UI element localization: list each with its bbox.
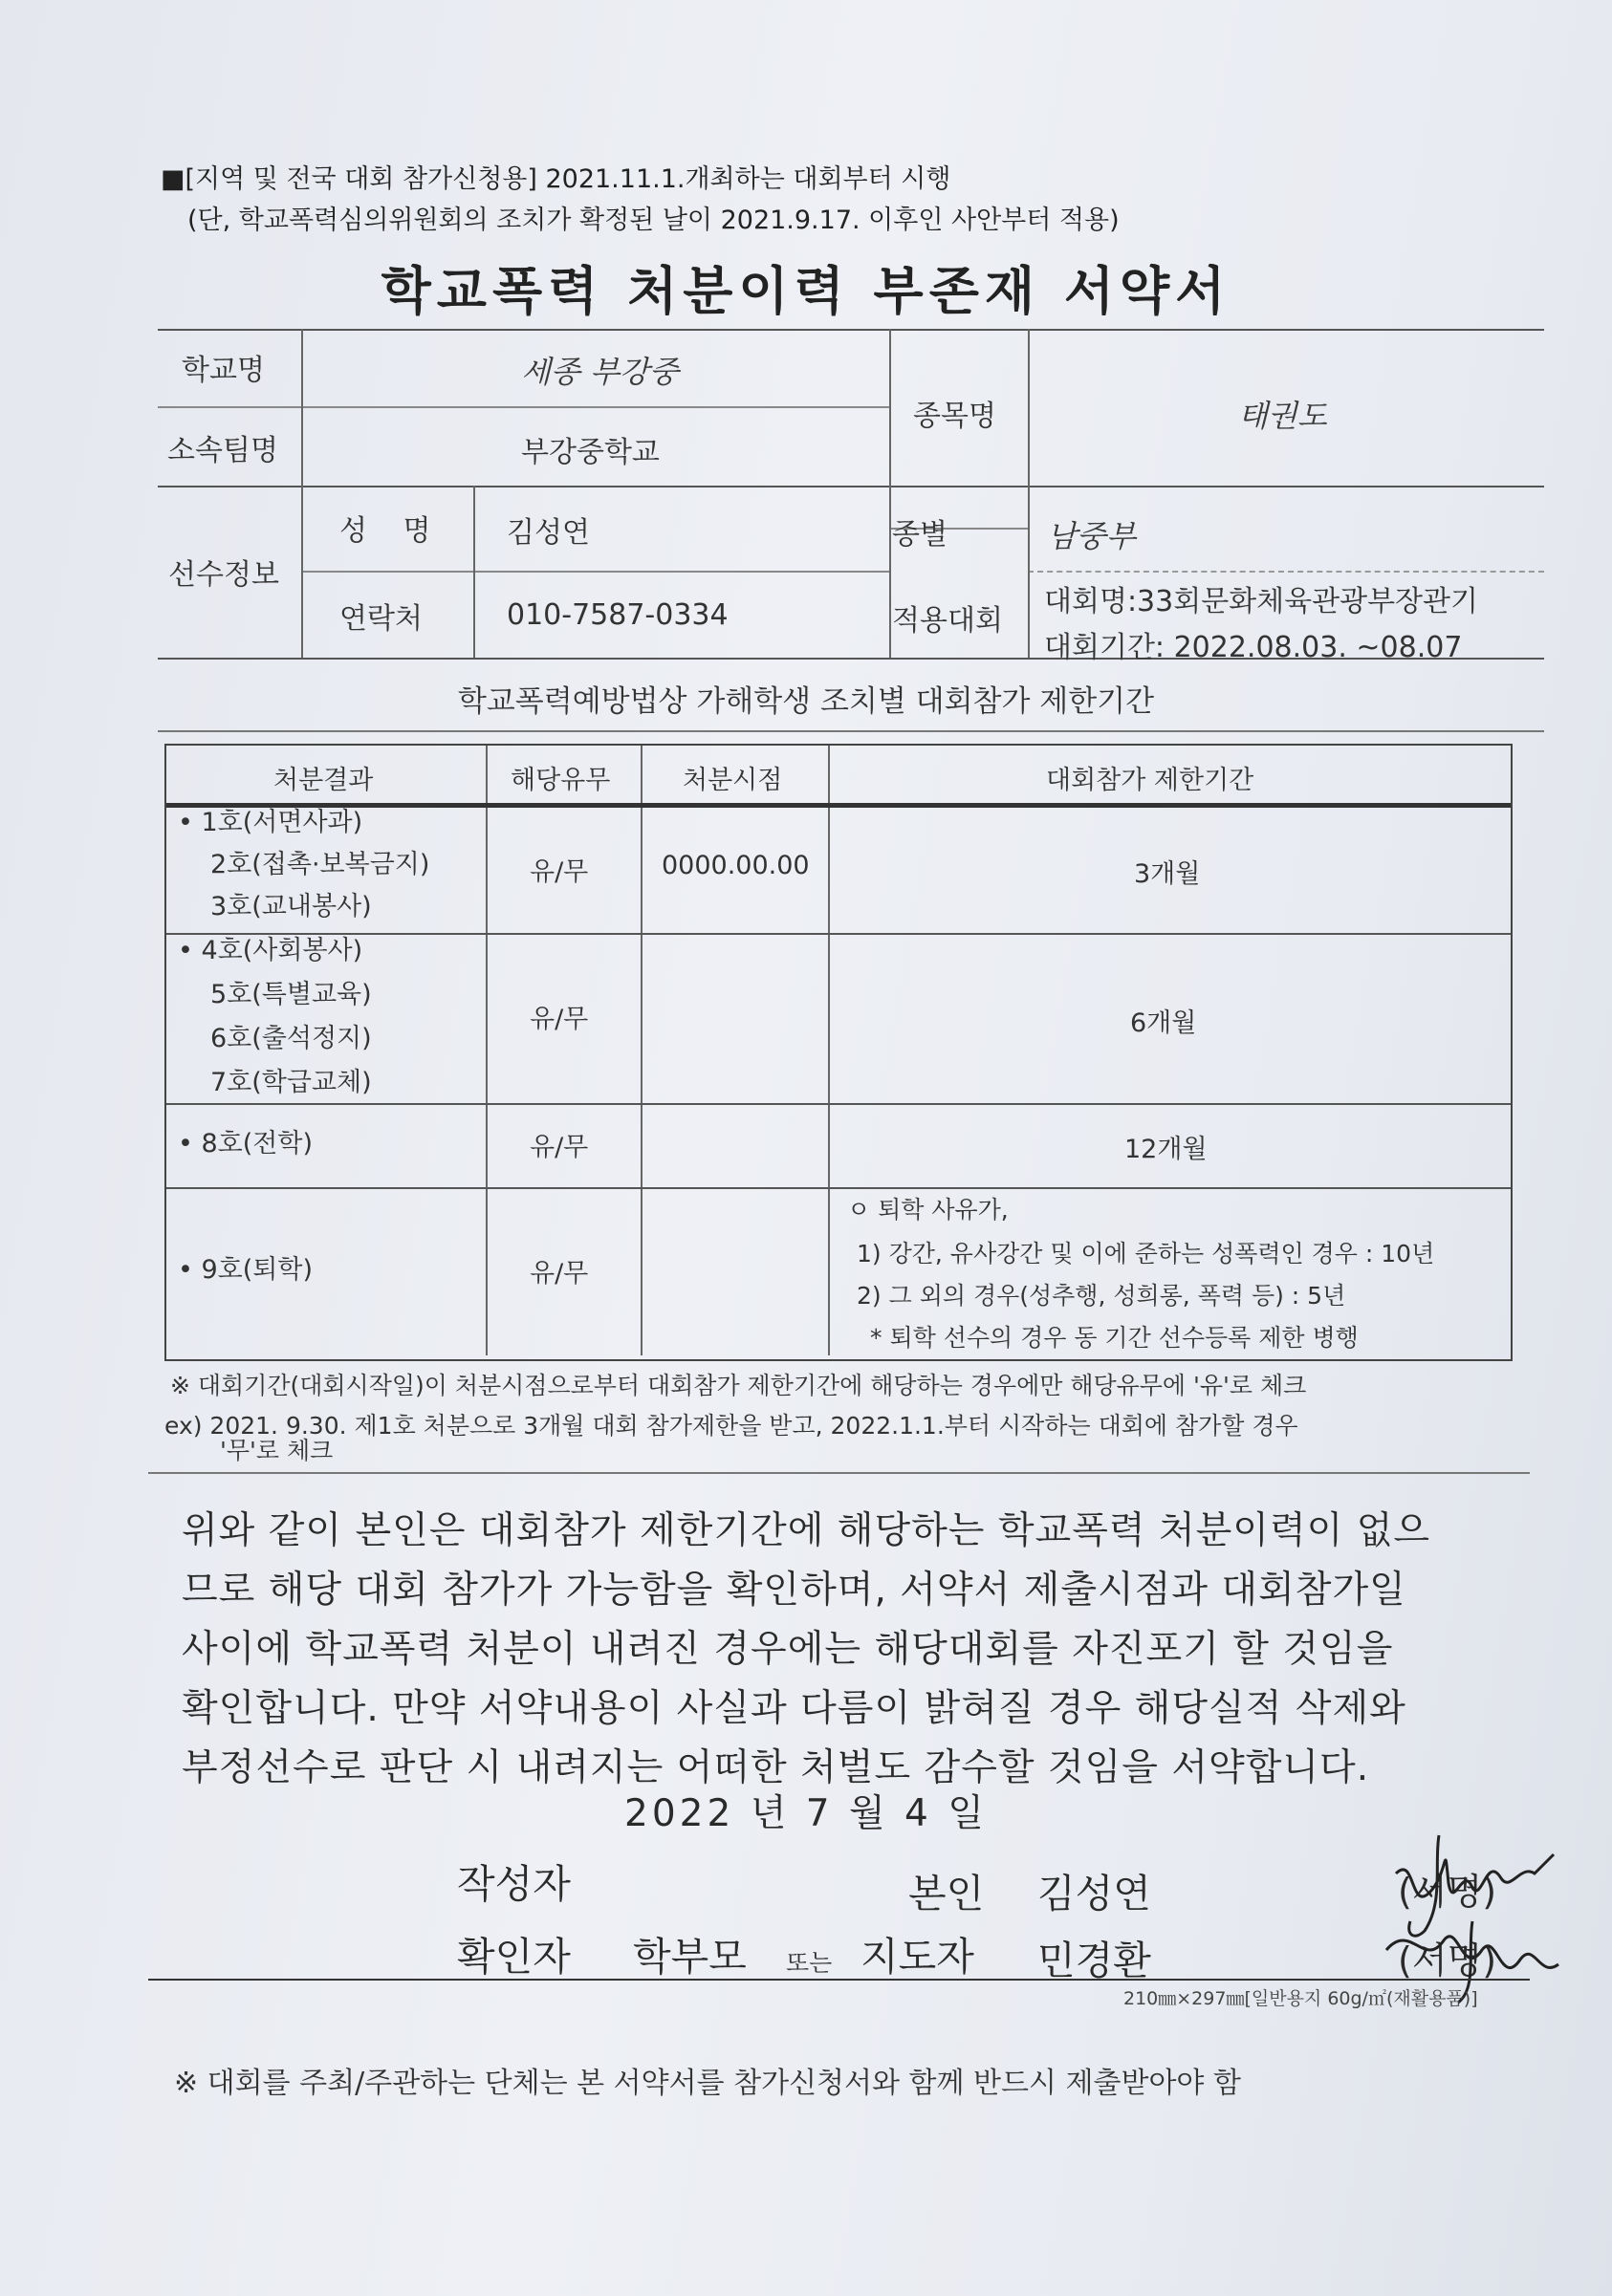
coach-name: 민경환: [1037, 1938, 1151, 1983]
pledge-line: 확인합니다. 만약 서약내용이 사실과 다름이 밝혀질 경우 해당실적 삭제와: [182, 1687, 1406, 1730]
restriction-period: 12개월: [1124, 1135, 1208, 1164]
expulsion-note: 2) 그 외의 경우(성추행, 성희롱, 폭력 등) : 5년: [857, 1282, 1346, 1310]
applicable-checkbox[interactable]: 유/무: [530, 1259, 589, 1289]
writer-label: 작성자: [457, 1861, 571, 1907]
info-col-divider: [301, 329, 303, 658]
table-header-border: [166, 803, 1511, 808]
table-note-1: ※ 대회기간(대회시작일)이 처분시점으로부터 대회참가 제한기간에 해당하는 경우에만 해당유무에 '유'로 체크: [170, 1372, 1307, 1399]
col-header-result: 처분결과: [273, 766, 374, 795]
table-note-3: '무'로 체크: [220, 1437, 334, 1464]
col-header-applicable: 해당유무: [511, 766, 611, 795]
restriction-period: 6개월: [1130, 1008, 1197, 1038]
self-label: 본인: [908, 1871, 985, 1917]
applicable-checkbox[interactable]: 유/무: [530, 1005, 589, 1034]
applicable-checkbox[interactable]: 유/무: [530, 857, 589, 887]
table-row-divider: [166, 1103, 1511, 1105]
applicable-checkbox[interactable]: 유/무: [530, 1133, 589, 1162]
info-divider: [1028, 571, 1544, 573]
pledge-date: 2022 년 7 월 4 일: [624, 1792, 988, 1835]
table-note-2: ex) 2021. 9.30. 제1호 처분으로 3개월 대회 참가제한을 받고, 2022.1.1.부터 시작하는 대회에 참가할 경우: [164, 1412, 1298, 1440]
table-row-result: • 8호(전학): [178, 1129, 313, 1159]
table-row-result: • 4호(사회봉사): [178, 936, 363, 965]
table-row-result: • 9호(퇴학): [178, 1255, 313, 1285]
table-row-result: 6호(출석정지): [210, 1024, 372, 1053]
division-label: 종별: [892, 518, 948, 552]
info-top-border: [158, 329, 1544, 331]
table-row-divider: [166, 1187, 1511, 1189]
info-divider: [301, 571, 889, 573]
pledge-line: 부정선수로 판단 시 내려지는 어떠한 처벌도 감수할 것임을 서약합니다.: [182, 1746, 1370, 1789]
division-value: 남중부: [1047, 518, 1136, 554]
expulsion-note: 1) 강간, 유사강간 및 이에 준하는 성폭력인 경우 : 10년: [857, 1240, 1435, 1267]
restriction-period: 3개월: [1134, 859, 1201, 889]
restriction-heading: 학교폭력예방법상 가해학생 조치별 대회참가 제한기간: [457, 684, 1155, 719]
expulsion-note: * 퇴학 선수의 경우 동 기간 선수등록 제한 병행: [870, 1324, 1359, 1352]
or-label: 또는: [786, 1949, 833, 1977]
signature-field-2[interactable]: (서명): [1398, 1939, 1497, 1982]
confirmer-label: 확인자: [457, 1934, 571, 1980]
footer-note: ※ 대회를 주최/주관하는 단체는 본 서약서를 참가신청서와 함께 반드시 제출받아야 함: [174, 2067, 1241, 2100]
expulsion-note: ㅇ 퇴학 사유가,: [847, 1196, 1009, 1224]
player-info-label: 선수정보: [168, 558, 279, 592]
event-period: 대회기간: 2022.08.03. ~08.07: [1044, 631, 1463, 664]
pledge-line: 위와 같이 본인은 대회참가 제한기간에 해당하는 학교폭력 처분이력이 없으: [182, 1509, 1431, 1552]
table-row-divider: [166, 933, 1511, 935]
table-row-result: 3호(교내봉사): [210, 892, 372, 921]
table-col-divider: [641, 746, 643, 1355]
applied-event-label: 적용대회: [892, 604, 1003, 638]
table-col-divider: [486, 746, 488, 1355]
school-label: 학교명: [182, 354, 265, 387]
restriction-table: [164, 744, 1513, 1361]
signature-field-1[interactable]: (서명): [1398, 1871, 1497, 1913]
paper-spec: 210㎜×297㎜[일반용지 60g/㎡(재활용품)]: [1123, 1988, 1478, 2009]
self-name: 김성연: [1037, 1871, 1151, 1917]
header-line-1: ■[지역 및 전국 대회 참가신청용] 2021.11.1.개최하는 대회부터 시행: [161, 164, 951, 194]
info-divider: [158, 406, 889, 408]
contact-value: 010-7587-0334: [507, 598, 729, 632]
signature-underline: [148, 1979, 1530, 1981]
info-col-divider: [473, 486, 475, 658]
table-row-result: • 1호(서면사과): [178, 808, 363, 837]
info-divider: [158, 486, 1544, 487]
team-label: 소속팀명: [167, 434, 278, 467]
disposition-date: 0000.00.00: [662, 851, 810, 880]
name-label: 성 명: [339, 514, 445, 548]
sport-value: 태권도: [1238, 398, 1327, 434]
school-value: 세종 부강중: [521, 354, 679, 390]
pledge-line: 사이에 학교폭력 처분이 내려진 경우에는 해당대회를 자진포기 할 것임을: [182, 1628, 1394, 1671]
document-title: 학교폭력 처분이력 부존재 서약서: [381, 261, 1231, 321]
table-row-result: 7호(학급교체): [210, 1068, 372, 1097]
info-col-divider: [1028, 329, 1030, 658]
parent-label: 학부모: [633, 1934, 747, 1980]
table-row-result: 2호(접촉·보복금지): [210, 850, 430, 879]
col-header-period: 대회참가 제한기간: [1046, 766, 1254, 795]
team-value: 부강중학교: [521, 436, 660, 469]
event-name: 대회명:33회문화체육관광부장관기: [1044, 585, 1479, 618]
pledge-line: 므로 해당 대회 참가가 가능함을 확인하며, 서약서 제출시점과 대회참가일: [182, 1569, 1406, 1612]
heading-underline: [158, 730, 1544, 732]
coach-label: 지도자: [860, 1934, 974, 1980]
table-row-result: 5호(특별교육): [210, 980, 372, 1009]
sport-label: 종목명: [913, 400, 996, 433]
name-value: 김성연: [507, 516, 590, 550]
col-header-date: 처분시점: [683, 766, 783, 795]
header-line-2: (단, 학교폭력심의위원회의 조치가 확정된 날이 2021.9.17. 이후인 사안부터 적용): [187, 206, 1120, 235]
info-col-divider: [889, 329, 891, 658]
notes-divider: [148, 1472, 1530, 1474]
table-col-divider: [828, 746, 830, 1355]
contact-label: 연락처: [339, 602, 423, 636]
